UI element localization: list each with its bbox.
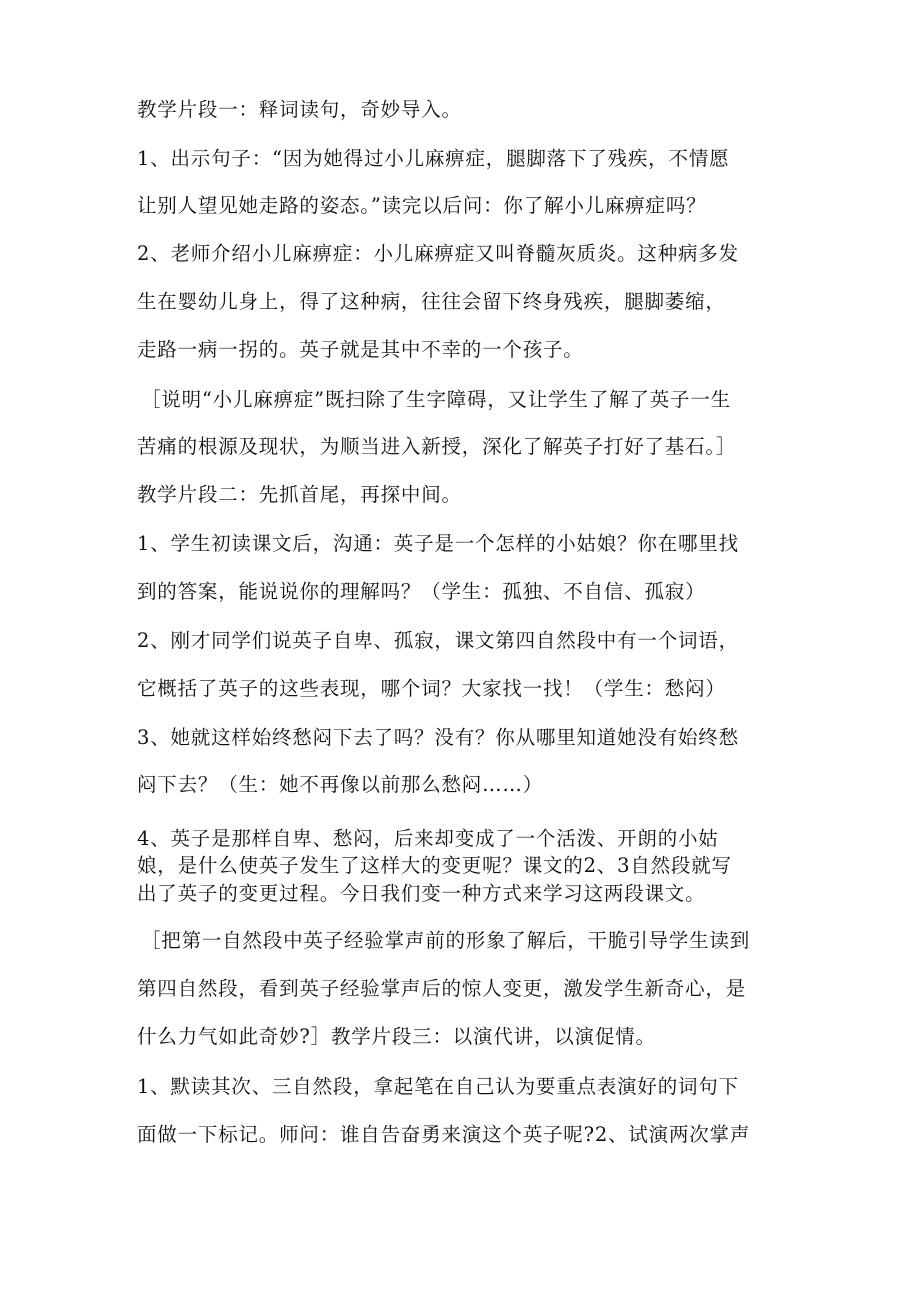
text-line: 到的答案，能说说你的理解吗？（学生：孤独、不自信、孤寂） — [137, 580, 706, 603]
note-line: 第四自然段，看到英子经验掌声后的惊人变更，激发学生新奇心，是 — [137, 977, 747, 1000]
text-line: 闷下去？（生：她不再像以前那么愁闷……） — [137, 773, 543, 796]
text-line: 3、她就这样始终愁闷下去了吗？没有？你从哪里知道她没有始终愁 — [137, 726, 739, 749]
text-line: 让别人望见她走路的姿态。”读完以后问：你了解小儿麻痹症吗？ — [137, 194, 707, 217]
note-line: ［把第一自然段中英子经验掌声前的形象了解后，干脆引导学生读到 — [141, 929, 751, 952]
text-line: 面做一下标记。师问：谁自告奋勇来演这个英子呢?2、试演两次掌声 — [137, 1123, 751, 1146]
text-line: 它概括了英子的这些表现，哪个词？大家找一找！（学生：愁闷） — [137, 677, 726, 700]
note-line: 苦痛的根源及现状，为顺当进入新授，深化了解英子打好了基石。］ — [137, 435, 737, 458]
text-line: 2、老师介绍小儿麻痹症：小儿麻痹症又叫脊髓灰质炎。这种病多发 — [137, 242, 739, 265]
text-line: 2、刚才同学们说英子自卑、孤寂，课文第四自然段中有一个词语， — [137, 629, 739, 652]
heading-segment-3: 什么力气如此奇妙?］教学片段三：以演代讲，以演促情。 — [137, 1025, 656, 1048]
text-line: 走路一病一拐的。英子就是其中不幸的一个孩子。 — [137, 338, 584, 361]
text-line: 1、出示句子：“因为她得过小儿麻痹症，腿脚落下了残疾，不情愿 — [137, 147, 730, 170]
text-line: 1、默读其次、三自然段，拿起笔在自己认为要重点表演好的词句下 — [137, 1075, 739, 1098]
text-line: 1、学生初读课文后，沟通：英子是一个怎样的小姑娘？你在哪里找 — [137, 532, 739, 555]
text-line: 4、英子是那样自卑、愁闷，后来却变成了一个活泼、开朗的小姑 — [137, 827, 719, 850]
text-line: 生在婴幼儿身上，得了这种病，往往会留下终身残疾，腿脚萎缩， — [137, 290, 726, 313]
note-line: ［说明“小儿麻痹症”既扫除了生字障碍，又让学生了解了英子一生 — [141, 388, 731, 411]
text-line: 娘，是什么使英子发生了这样大的变更呢？课文的2、3自然段就写 — [137, 854, 732, 877]
heading-segment-2: 教学片段二：先抓首尾，再探中间。 — [137, 483, 462, 506]
heading-segment-1: 教学片段一：释词读句，奇妙导入。 — [137, 98, 462, 121]
text-line: 出了英子的变更过程。今日我们变一种方式来学习这两段课文。 — [137, 882, 706, 905]
